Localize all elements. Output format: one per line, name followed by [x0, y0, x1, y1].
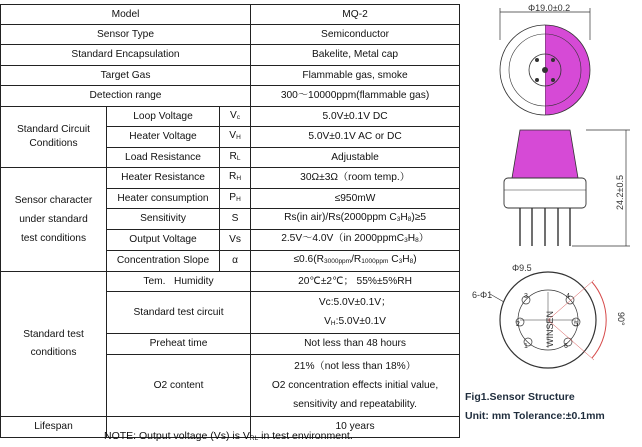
- dim-top-label: Φ19.0±0.2: [528, 3, 571, 13]
- pin-label-5: 5: [574, 321, 578, 328]
- param-test-circuit: Standard test circuit: [107, 292, 251, 334]
- test-circuit-line2: VH:5.0V±0.1V: [324, 315, 386, 327]
- value-lifespan: 10 years: [251, 417, 460, 438]
- row-heater-resistance: [1, 168, 460, 189]
- sensor-side-view: [504, 130, 586, 246]
- figure-caption: Fig1.Sensor Structure: [465, 391, 575, 403]
- value-test-circuit: [251, 292, 460, 334]
- o2-line3: sensitivity and repeatability.: [293, 399, 417, 410]
- row-tem-humidity: [1, 272, 460, 292]
- dim-angle-label: 90°: [616, 312, 626, 326]
- value-target-gas: Flammable gas, smoke: [251, 66, 460, 86]
- test-circuit-line1: Vc:5.0V±0.1V；: [318, 296, 392, 308]
- group-circuit-conditions: [1, 107, 107, 168]
- group-circuit-line2: Conditions: [29, 138, 78, 149]
- value-sensitivity: Rs(in air)/Rs(2000ppm C3H8)≥5: [251, 209, 460, 230]
- label-encapsulation: Standard Encapsulation: [1, 45, 251, 66]
- param-tem-humidity: Tem. Humidity: [107, 272, 251, 292]
- group-sensor-character: [1, 168, 107, 272]
- param-sensitivity: Sensitivity: [107, 209, 220, 230]
- param-output-voltage: Output Voltage: [107, 230, 220, 251]
- pin-label-1: 1: [524, 343, 528, 350]
- param-heater-consumption: Heater consumption: [107, 189, 220, 209]
- value-detection-range: 300～10000ppm(flammable gas): [251, 86, 460, 107]
- cap-top-view: [500, 25, 590, 115]
- label-sensor-type: Sensor Type: [1, 25, 251, 45]
- label-lifespan: Lifespan: [1, 417, 107, 438]
- value-tem-humidity: 20℃±2℃； 55%±5%RH: [251, 272, 460, 292]
- sym-loop-voltage: Vc: [220, 107, 251, 127]
- param-heater-voltage: Heater Voltage: [107, 127, 220, 148]
- dim-inner-label: Φ9.5: [512, 263, 532, 273]
- label-detection-range: Detection range: [1, 86, 251, 107]
- sym-concentration-slope: α: [220, 251, 251, 272]
- sym-sensitivity: S: [220, 209, 251, 230]
- value-heater-voltage: 5.0V±0.1V AC or DC: [251, 127, 460, 148]
- value-heater-consumption: ≤950mW: [251, 189, 460, 209]
- sym-output-voltage: Vs: [220, 230, 251, 251]
- group-test-line2: conditions: [30, 347, 77, 358]
- group-circuit-line1: Standard Circuit: [16, 124, 91, 135]
- label-target-gas: Target Gas: [1, 66, 251, 86]
- row-loop-voltage: [1, 107, 460, 127]
- row-model: [1, 5, 460, 25]
- pin-label-6: 6: [564, 343, 568, 350]
- figure-units: Unit: mm Tolerance:±0.1mm: [465, 410, 605, 422]
- brand-label: WINSEN: [545, 311, 555, 347]
- value-output-voltage: 2.5V～4.0V（in 2000ppmC3H8）: [251, 230, 460, 251]
- pin-label-3: 3: [524, 293, 528, 300]
- param-heater-resistance: Heater Resistance: [107, 168, 220, 189]
- param-o2: O2 content: [107, 355, 251, 417]
- sym-heater-consumption: PH: [220, 189, 251, 209]
- sensor-structure-drawing: [460, 0, 642, 447]
- dim-pins-label: 6-Φ1: [472, 290, 493, 300]
- group-test-line1: Standard test: [23, 329, 84, 340]
- value-preheat: Not less than 48 hours: [251, 334, 460, 355]
- value-sensor-type: Semiconductor: [251, 25, 460, 45]
- param-loop-voltage: Loop Voltage: [107, 107, 220, 127]
- param-concentration-slope: Concentration Slope: [107, 251, 220, 272]
- row-detection-range: [1, 86, 460, 107]
- row-encapsulation: [1, 45, 460, 66]
- sym-load-resistance: RL: [220, 148, 251, 168]
- row-sensor-type: [1, 25, 460, 45]
- value-model: MQ-2: [251, 5, 460, 25]
- pin-label-2: 2: [516, 321, 520, 328]
- group-sensor-line1: Sensor character: [14, 195, 93, 206]
- group-test-conditions: [1, 272, 107, 417]
- sym-heater-resistance: RH: [220, 168, 251, 189]
- note-output-voltage: NOTE: Output voltage (Vs) is VRL in test environment.: [104, 430, 353, 442]
- dim-height-label: 24.2±0.5: [615, 175, 625, 210]
- value-encapsulation: Bakelite, Metal cap: [251, 45, 460, 66]
- param-load-resistance: Load Resistance: [107, 148, 220, 168]
- param-preheat: Preheat time: [107, 334, 251, 355]
- group-sensor-line2: under standard: [19, 214, 88, 225]
- spec-table: [0, 4, 460, 438]
- value-load-resistance: Adjustable: [251, 148, 460, 168]
- value-concentration-slope: ≤0.6(R3000ppm/R1000ppm C3H8): [251, 251, 460, 272]
- group-sensor-line3: test conditions: [20, 233, 87, 244]
- pin-label-4: 4: [566, 293, 570, 300]
- sym-heater-voltage: VH: [220, 127, 251, 148]
- value-o2: [251, 355, 460, 417]
- value-heater-resistance: 30Ω±3Ω（room temp.）: [251, 168, 460, 189]
- label-model: Model: [1, 5, 251, 25]
- value-loop-voltage: 5.0V±0.1V DC: [251, 107, 460, 127]
- o2-line1: 21%（not less than 18%）: [294, 361, 416, 372]
- row-target-gas: [1, 66, 460, 86]
- o2-line2: O2 concentration effects initial value,: [271, 380, 439, 391]
